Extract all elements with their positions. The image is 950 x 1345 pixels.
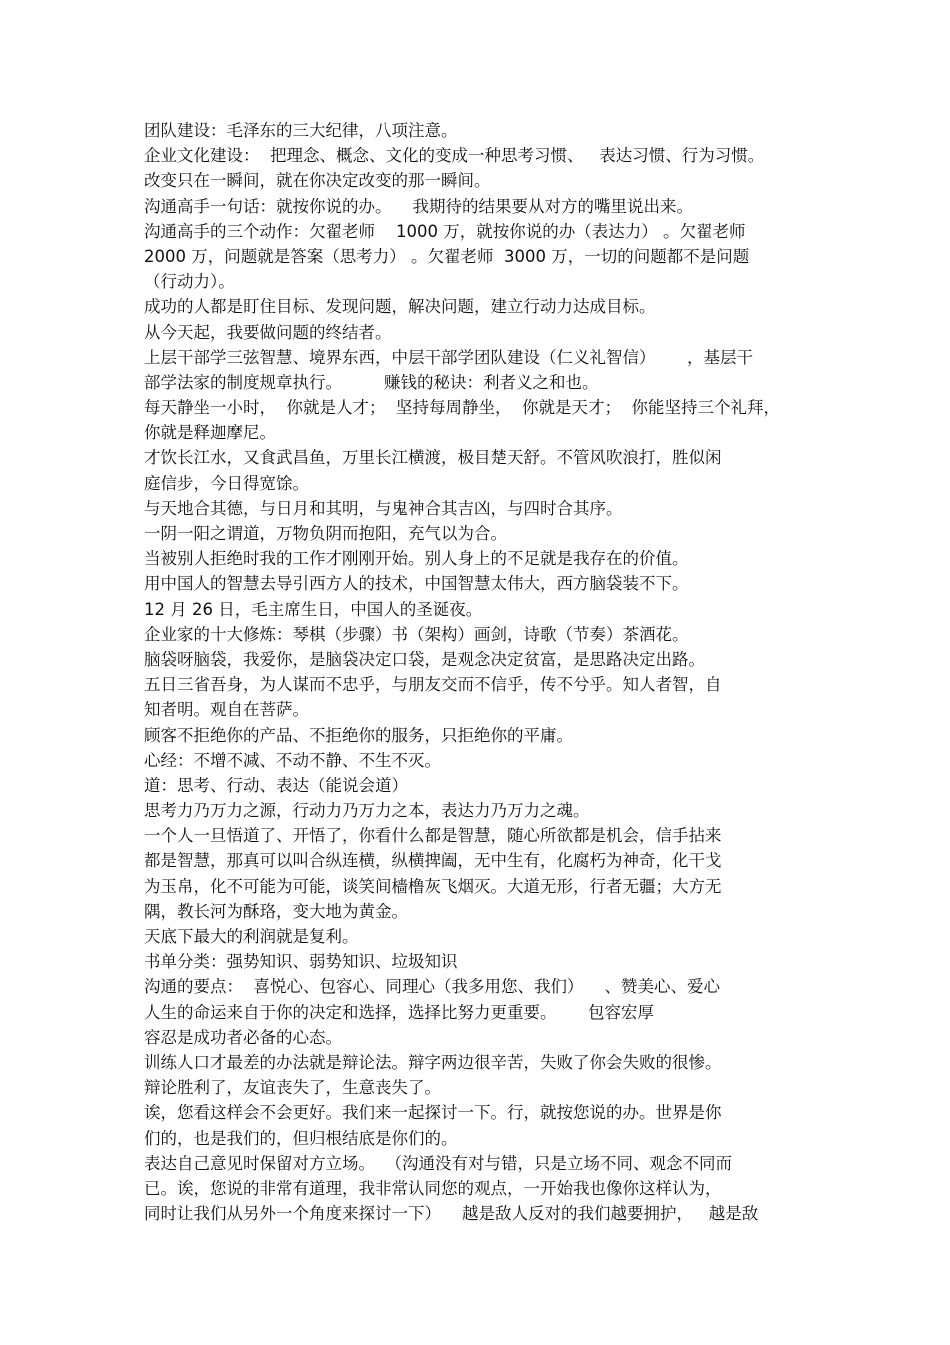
body-text <box>144 118 824 1226</box>
text-line: 庭信步，今日得宽馀。 <box>144 473 309 493</box>
text-line: 成功的人都是盯住目标、发现问题，解决问题，建立行动力达成目标。 <box>144 297 656 317</box>
text-line: 道：思考、行动、表达（能说会道） <box>144 775 408 795</box>
text-line: 企业文化建设： 把理念、概念、文化的变成一种思考习惯、 表达习惯、行为习惯。 <box>144 146 765 166</box>
text-line: 沟通高手的三个动作：欠翟老师 1000 万，就按你说的办（表达力） 。欠翟老师 <box>144 221 746 241</box>
text-line: 脑袋呀脑袋，我爱你，是脑袋决定口袋，是观念决定贫富，是思路决定出路。 <box>144 649 705 669</box>
text-line: 才饮长江水，又食武昌鱼，万里长江横渡，极目楚天舒。不管风吹浪打，胜似闲 <box>144 448 722 468</box>
text-line: 与天地合其德，与日月和其明，与鬼神合其吉凶，与四时合其序。 <box>144 498 623 518</box>
text-line: 一阴一阳之谓道，万物负阴而抱阳，充气以为合。 <box>144 524 507 543</box>
text-line: 12 月 26 日，毛主席生日，中国人的圣诞夜。 <box>144 599 483 619</box>
text-line: 们的，也是我们的，但归根结底是你们的。 <box>144 1128 458 1148</box>
text-line: 顾客不拒绝你的产品、不拒绝你的服务，只拒绝你的平庸。 <box>144 725 573 745</box>
text-line: 当被别人拒绝时我的工作才刚刚开始。别人身上的不足就是我存在的价值。 <box>144 549 689 569</box>
text-line: 一个人一旦悟道了、开悟了，你看什么都是智慧，随心所欲都是机会，信手拈来 <box>144 826 722 846</box>
text-line: 五日三省吾身，为人谋而不忠乎，与朋友交而不信乎，传不兮乎。知人者智，自 <box>144 675 722 695</box>
text-line: （行动力）。 <box>144 272 235 292</box>
text-line: 表达自己意见时保留对方立场。 （沟通没有对与错，只是立场不同、观念不同而 <box>144 1153 732 1173</box>
text-line: 知者明。观自在菩萨。 <box>144 700 309 720</box>
text-line: 辩论胜利了，友谊丧失了，生意丧失了。 <box>144 1078 441 1098</box>
text-line: 诶，您看这样会不会更好。我们来一起探讨一下。行，就按您说的办。世界是你 <box>144 1103 722 1123</box>
text-line: 都是智慧，那真可以叫合纵连横，纵横捭阖，无中生有，化腐朽为神奇，化干戈 <box>144 851 722 871</box>
text-line: 团队建设：毛泽东的三大纪律，八项注意。 <box>144 121 458 140</box>
text-line: 从今天起，我要做问题的终结者。 <box>144 322 392 342</box>
text-line: 用中国人的智慧去导引西方人的技术，中国智慧太伟大，西方脑袋装不下。 <box>144 574 689 594</box>
text-line: 每天静坐一小时， 你就是人才； 坚持每周静坐， 你就是天才； 你能坚持三个礼拜， <box>144 398 780 418</box>
text-line: 沟通高手一句话：就按你说的办。 我期待的结果要从对方的嘴里说出来。 <box>144 196 693 216</box>
text-line: 书单分类：强势知识、弱势知识、垃圾知识 <box>144 952 458 972</box>
text-line: 思考力乃万力之源，行动力乃万力之本，表达力乃万力之魂。 <box>144 801 590 821</box>
text-line: 上层干部学三弦智慧、境界东西，中层干部学团队建设（仁义礼智信） ，基层干 <box>144 347 753 367</box>
text-line: 部学法家的制度规章执行。 赚钱的秘诀：利者义之和也。 <box>144 372 599 392</box>
text-line: 隅，教长河为酥珞，变大地为黄金。 <box>144 901 408 921</box>
text-line: 训练人口才最差的办法就是辩论法。辩字两边很辛苦，失败了你会失败的很惨。 <box>144 1052 722 1072</box>
text-line: 2000 万，问题就是答案（思考力） 。欠翟老师 3000 万，一切的问题都不是问题 <box>144 246 750 266</box>
text-line: 企业家的十大修炼：琴棋（步骤）书（架构）画剑，诗歌（节奏）茶酒花。 <box>144 624 689 644</box>
text-line: 改变只在一瞬间，就在你决定改变的那一瞬间。 <box>144 171 491 191</box>
text-line: 天底下最大的利润就是复利。 <box>144 927 359 946</box>
text-line: 同时让我们从另外一个角度来探讨一下） 越是敌人反对的我们越要拥护， 越是敌 <box>144 1204 759 1224</box>
text-line: 你就是释迦摩尼。 <box>144 423 276 443</box>
text-line: 为玉帛，化不可能为可能，谈笑间樯橹灰飞烟灭。大道无形，行者无疆；大方无 <box>144 876 722 896</box>
text-line: 人生的命运来自于你的决定和选择，选择比努力更重要。 包容宏厚 <box>144 1002 654 1022</box>
text-line: 心经：不增不减、不动不静、不生不灭。 <box>144 750 441 770</box>
text-line: 已。诶，您说的非常有道理，我非常认同您的观点，一开始我也像你这样认为， <box>144 1178 722 1198</box>
text-line: 沟通的要点： 喜悦心、包容心、同理心（我多用您、我们） 、赞美心、爱心 <box>144 977 720 997</box>
text-line: 容忍是成功者必备的心态。 <box>144 1027 342 1047</box>
